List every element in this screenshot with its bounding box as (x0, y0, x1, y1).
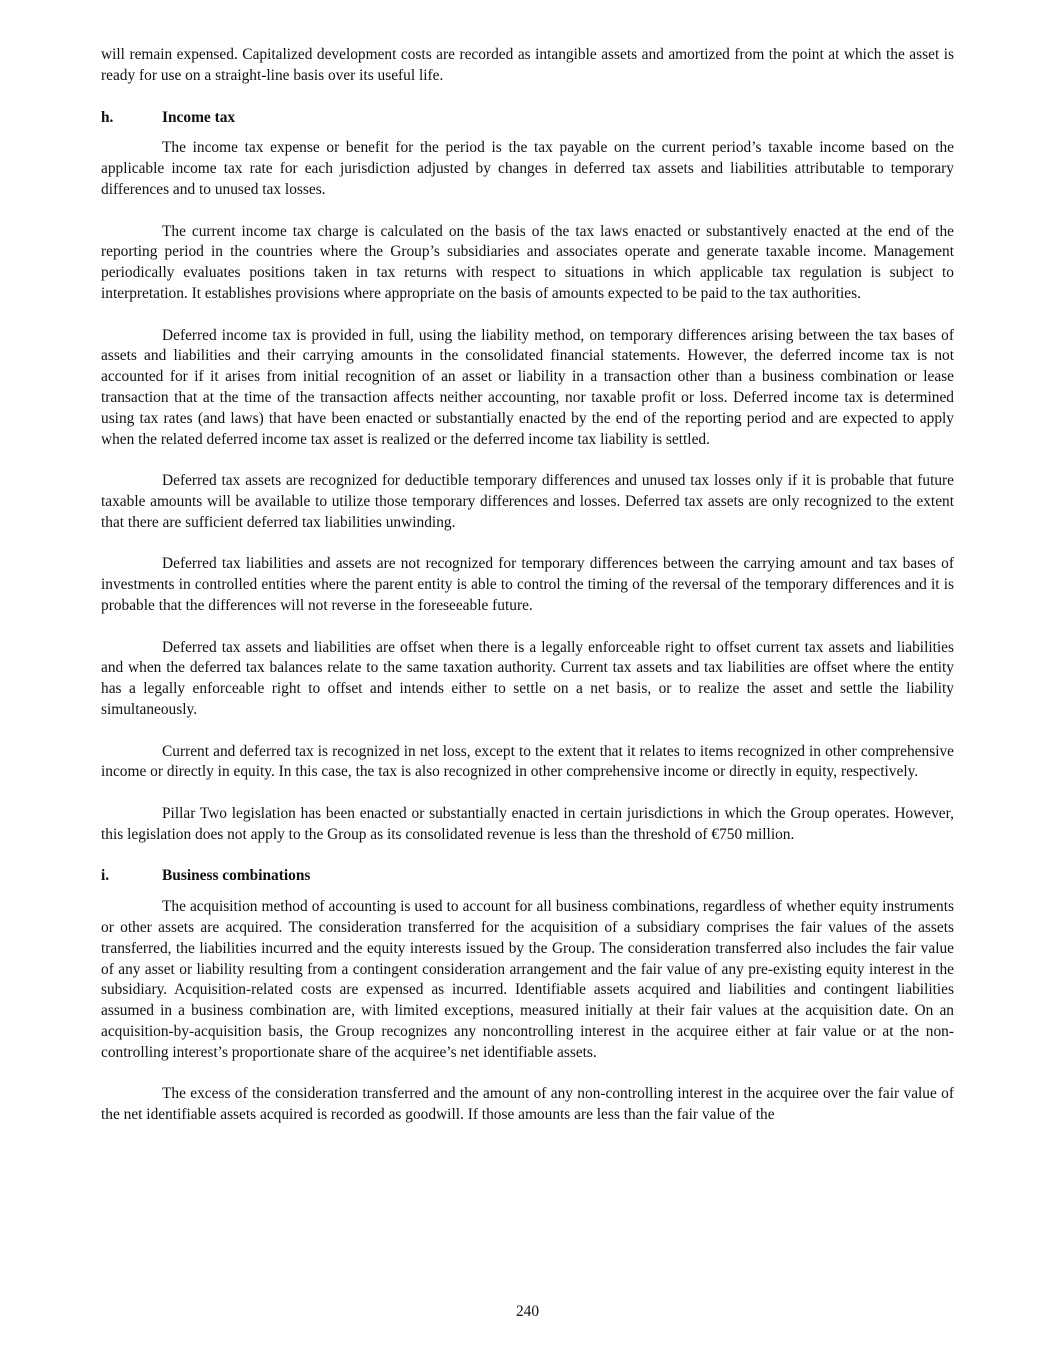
section-i-title: Business combinations (162, 867, 311, 885)
page-number: 240 (515, 1303, 540, 1320)
section-h-letter: h. (101, 108, 114, 126)
section-h-paragraph: Deferred tax assets are recognized for deductible temporary differences and unused tax losses only if it is probable that future taxable amounts will be available to utilize those temporary differences and losses. Deferred tax assets are only recognized to the extent that there are sufficient deferred tax liabilities unwinding. (101, 472, 954, 531)
section-h-paragraph: Pillar Two legislation has been enacted or substantially enacted in certain jurisdictions in which the Group operates. However, this legislation does not apply to the Group as its consolidated revenue is less than the threshold of €750 million. (101, 804, 954, 843)
intro-continuation-paragraph: will remain expensed. Capitalized development costs are recorded as intangible assets and amortized from the point at which the asset is ready for use on a straight-line basis over its useful life. (101, 46, 954, 84)
section-h-title: Income tax (162, 108, 236, 126)
section-h-paragraph: The current income tax charge is calculated on the basis of the tax laws enacted or substantively enacted at the end of the reporting period in the countries where the Group’s subsidiaries and associates operate and generate taxable income. Management periodically evaluates positions taken in tax returns with respect to situations in which applicable tax regulation is subject to interpretation. It establishes provisions where appropriate on the basis of amounts expected to be paid to the tax authorities. (101, 222, 954, 302)
section-h-paragraph: Deferred income tax is provided in full, using the liability method, on temporary differences arising between the tax bases of assets and liabilities and their carrying amounts in the consolidated financial statements. However, the deferred income tax is not accounted for if it arises from initial recognition of an asset or liability in a transaction other than a business combination or lease transaction that at the time of the transaction affects neither accounting, nor taxable profit or loss. Deferred income tax is determined using tax rates (and laws) that have been enacted or substantially enacted by the end of the reporting period and are expected to apply when the related deferred income tax asset is realized or the deferred income tax liability is settled. (101, 326, 954, 448)
section-i-letter: i. (101, 867, 110, 885)
section-i-paragraph: The excess of the consideration transferred and the amount of any non-controlling interest in the acquiree over the fair value of the net identifiable assets acquired is recorded as goodwill. If those amounts are less than the fair value of the (101, 1085, 954, 1124)
section-i-paragraph: The acquisition method of accounting is used to account for all business combinations, regardless of whether equity instruments or other assets are acquired. The consideration transferred for the acquisition of a subsidiary comprises the fair values of the assets transferred, the liabilities incurred and the equity interests issued by the Group. The consideration transferred also includes the fair value of any asset or liability resulting from a contingent consideration arrangement and the fair value of any pre-existing equity interest in the subsidiary. Acquisition-related costs are expensed as incurred. Identifiable assets acquired and liabilities and contingent liabilities assumed in a business combination are, with limited exceptions, measured initially at their fair values at the acquisition date. On an acquisition-by-acquisition basis, the Group recognizes any noncontrolling interest in the acquiree either at fair value or at the non-controlling interest’s proportionate share of the acquiree’s net identifiable assets. (101, 898, 954, 1061)
section-h-heading (101, 108, 954, 129)
section-h-paragraph: The income tax expense or benefit for the period is the tax payable on the current period’s taxable income based on the applicable income tax rate for each jurisdiction adjusted by changes in deferred tax assets and liabilities attributable to temporary differences and to unused tax losses. (101, 139, 954, 198)
document-page (101, 45, 954, 1126)
section-h-paragraph: Current and deferred tax is recognized in net loss, except to the extent that it relates to items recognized in other comprehensive income or directly in equity. In this case, the tax is also recognized in other comprehensive income or directly in equity, respectively. (101, 742, 954, 781)
section-h-paragraph: Deferred tax liabilities and assets are not recognized for temporary differences between the carrying amount and tax bases of investments in controlled entities where the parent entity is able to control the timing of the reversal of the temporary differences and it is probable that the differences will not reverse in the foreseeable future. (101, 555, 954, 614)
section-i-heading (101, 866, 954, 887)
section-h-paragraph: Deferred tax assets and liabilities are offset when there is a legally enforceable right to offset current tax assets and liabilities and when the deferred tax balances relate to the same taxation authority. Current tax assets and tax liabilities are offset where the entity has a legally enforceable right to offset and intends either to settle on a net basis, or to realize the asset and settle the liability simultaneously. (101, 638, 954, 718)
